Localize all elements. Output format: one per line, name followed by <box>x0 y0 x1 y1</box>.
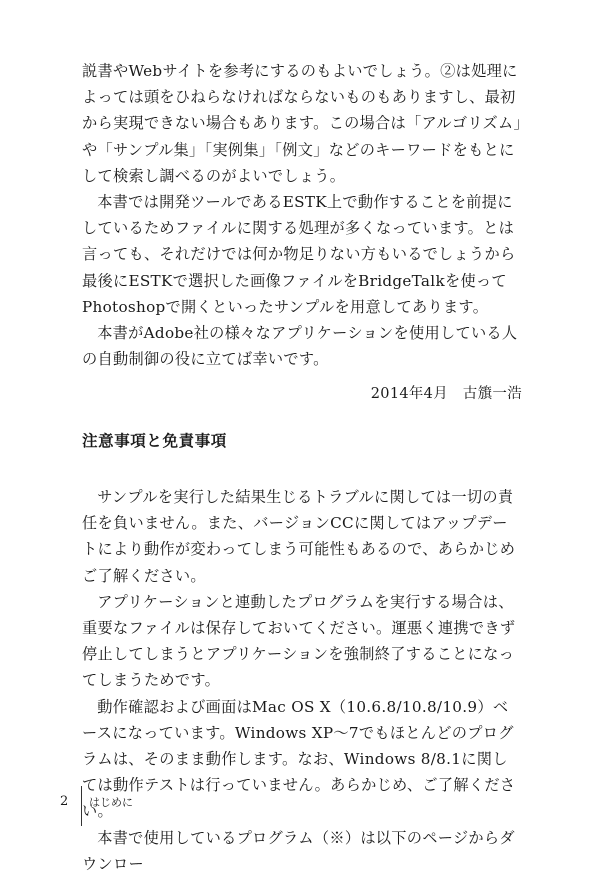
intro-paragraph-3: 本書がAdobe社の様々なアプリケーションを使用している人の自動制御の役に立てば幸いです。 <box>82 324 518 369</box>
intro-paragraph-2: 本書では開発ツールであるESTK上で動作することを前提にしているためファイルに関する処理が多くなっています。とは言っても、それだけでは何か物足りない方もいるでしょうから最後にESTKで選択した画像ファイルをBridgeTalkを使ってPhotoshopで開くといったサンプルを用意してあります。 <box>82 193 516 316</box>
notes-paragraph-4: 本書で使用しているプログラム（※）は以下のページからダウンロー <box>82 828 515 873</box>
author-signature: 2014年4月 古籏一浩 <box>370 386 522 402</box>
intro-text <box>82 58 522 372</box>
notes-paragraph-1: サンプルを実行した結果生じるトラブルに関しては一切の責任を負いません。また、バージョンCCに関してはアップデートにより動作が変わってしまう可能性もあるので、あらかじめご了解ください。 <box>82 488 516 585</box>
running-head: はじめに <box>89 796 133 809</box>
footer-divider <box>81 786 82 826</box>
notes-paragraph-2: アプリケーションと連動したプログラムを実行する場合は、重要なファイルは保存しておいてください。運悪く連携できず停止してしまうとアプリケーションを強制終了することになってしまうためです。 <box>82 592 516 690</box>
section-heading: 注意事項と免責事項 <box>82 432 227 450</box>
notes-text <box>82 484 522 877</box>
page-number: 2 <box>60 794 69 809</box>
notes-paragraph-3: 動作確認および画面はMac OS X（10.6.8/10.8/10.9）ベースになっています。Windows XP～7でもほとんどのプログラムは、そのまま動作します。なお、Windows 8/8.1に関しては動作テストは行っていません。あらかじめ、ご了解ください。 <box>82 697 516 821</box>
intro-paragraph-1: 説書やWebサイトを参考にするのもよいでしょう。②は処理によっては頭をひねらなければならないものもありますし、最初から実現できない場合もあります。この場合は「アルゴリズム」や「サンプル集」「実例集」「例文」などのキーワードをもとにして検索し調べるのがよいでしょう。 <box>82 62 522 185</box>
